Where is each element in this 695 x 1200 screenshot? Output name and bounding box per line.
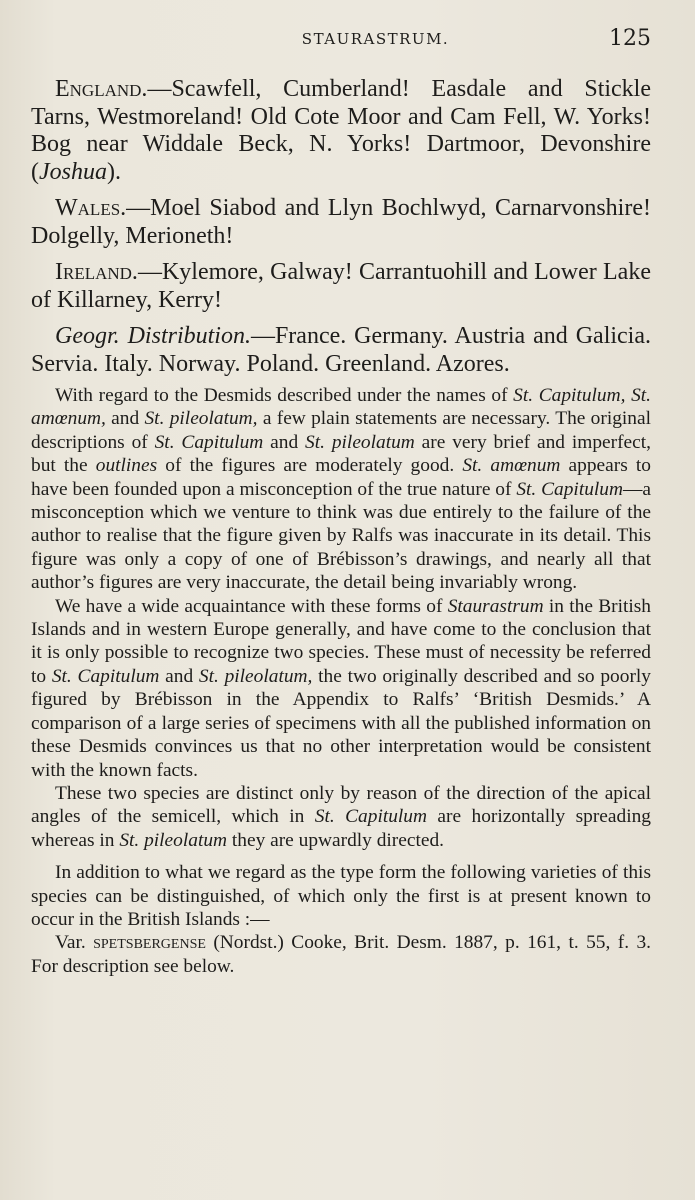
- text-run: of the figures are moderately good.: [157, 455, 463, 477]
- locality-section: [31, 76, 651, 378]
- italic-text-run: St. Capitulum: [51, 665, 160, 687]
- italic-text-run: St. pileolatum,: [198, 665, 313, 687]
- italic-text-run: St. Capitulum: [154, 431, 264, 453]
- geogr-entry: [31, 323, 651, 378]
- text-run: We have a wide acquaintance with these forms of: [55, 595, 448, 617]
- text-run: appears to have been founded upon a misconception of the true nature of: [31, 455, 651, 500]
- text-run: Var.: [55, 932, 94, 954]
- italic-text-run: St. pileolatum: [305, 431, 415, 453]
- text-run: the two originally described and so poorly figured by Brébisson in the Appendix to Ralfs’ ‘British Desmids.’ A comparison of a large series of specimens with all the published information on these Desmids convinces us that no other interpretation would be consistent with the known facts.: [31, 665, 651, 781]
- text-run: are horizontally spreading whereas in: [31, 806, 651, 851]
- italic-text-run: outlines: [95, 455, 158, 477]
- text-run: —a misconception which we venture to think was due entirely to the failure of the author to realise that the figure given by Ralfs was inaccurate in its detail. This figure was only a copy of one of Brébisson’s drawings, and nearly all that author’s figures are very inaccurate, the detail being invariably wrong.: [31, 478, 651, 594]
- paragraph-acquaintance: [31, 595, 651, 782]
- text-run: and: [263, 431, 306, 453]
- wales-entry: [31, 195, 651, 250]
- wales-text: —Moel Siabod and Llyn Bochlwyd, Carnarvonshire! Dolgelly, Merioneth!: [31, 195, 651, 249]
- text-run: a few plain statements are necessary. The original descriptions of: [31, 408, 651, 453]
- text-run: in the British Islands and in western Europe generally, and have come to the conclusion that it is only possible to recognize two species. These must of necessity be referred to: [31, 595, 651, 687]
- text-run: are very brief and imperfect, but the: [31, 431, 652, 477]
- paragraph-varieties: [31, 861, 651, 931]
- text-run: and: [159, 665, 199, 687]
- ireland-text: —Kylemore, Galway! Carrantuohill and Lower Lake of Killarney, Kerry!: [31, 259, 651, 313]
- text-run: they are upwardly directed.: [227, 829, 445, 851]
- italic-text-run: St. Capitulum: [314, 806, 428, 828]
- text-run: With regard to the Desmids described under the names of: [55, 385, 514, 406]
- paragraph-species: [31, 782, 651, 852]
- geogr-text: —France. Germany. Austria and Galicia. Servia. Italy. Norway. Poland. Greenland. Azores.: [31, 323, 651, 377]
- text-run: These two species are distinct only by reason of the direction of the apical angles of the semicell, which in: [31, 782, 651, 828]
- ireland-label: Ireland.: [55, 259, 138, 285]
- small-caps-text-run: spetsbergense: [93, 932, 206, 954]
- england-entry: [31, 76, 651, 186]
- wales-label: Wales.: [55, 195, 127, 221]
- england-label: England.: [55, 76, 148, 102]
- text-run: and: [105, 408, 145, 430]
- text-run: (Nordst.) Cooke, Brit. Desm. 1887, p. 161, t. 55, f. 3. For description see below.: [31, 932, 651, 977]
- paragraph-desmids: [31, 384, 651, 595]
- italic-text-run: St. pileolatum,: [144, 408, 258, 430]
- england-collector: Joshua: [39, 158, 107, 185]
- italic-text-run: St. Capitulum, St. amœnum,: [31, 385, 651, 430]
- italic-text-run: Staurastrum: [447, 595, 544, 617]
- running-title: STAURASTRUM.: [301, 30, 450, 48]
- paragraph-variety-spetsbergense: [31, 931, 651, 978]
- england-text: —Scawfell, Cumberland! Easdale and Stickle Tarns, Westmoreland! Old Cote Moor and Cam Fell, W. Yorks! Bog near Widdale Beck, N. Yorks! Dartmoor, Devonshire (: [31, 76, 651, 185]
- text-run: In addition to what we regard as the type form the following varieties of this species can be distinguished, of which only the first is at present known to occur in the British Islands :—: [31, 862, 651, 930]
- italic-text-run: St. Capitulum: [516, 478, 623, 500]
- page-number: 125: [609, 26, 651, 51]
- discussion-section: [31, 384, 651, 978]
- ireland-entry: [31, 259, 651, 314]
- england-end: ).: [107, 158, 121, 185]
- italic-text-run: St. pileolatum: [119, 829, 228, 851]
- geogr-label: Geogr. Distribution.: [55, 323, 251, 349]
- page-header: [30, 26, 651, 56]
- italic-text-run: St. amœnum: [462, 455, 561, 477]
